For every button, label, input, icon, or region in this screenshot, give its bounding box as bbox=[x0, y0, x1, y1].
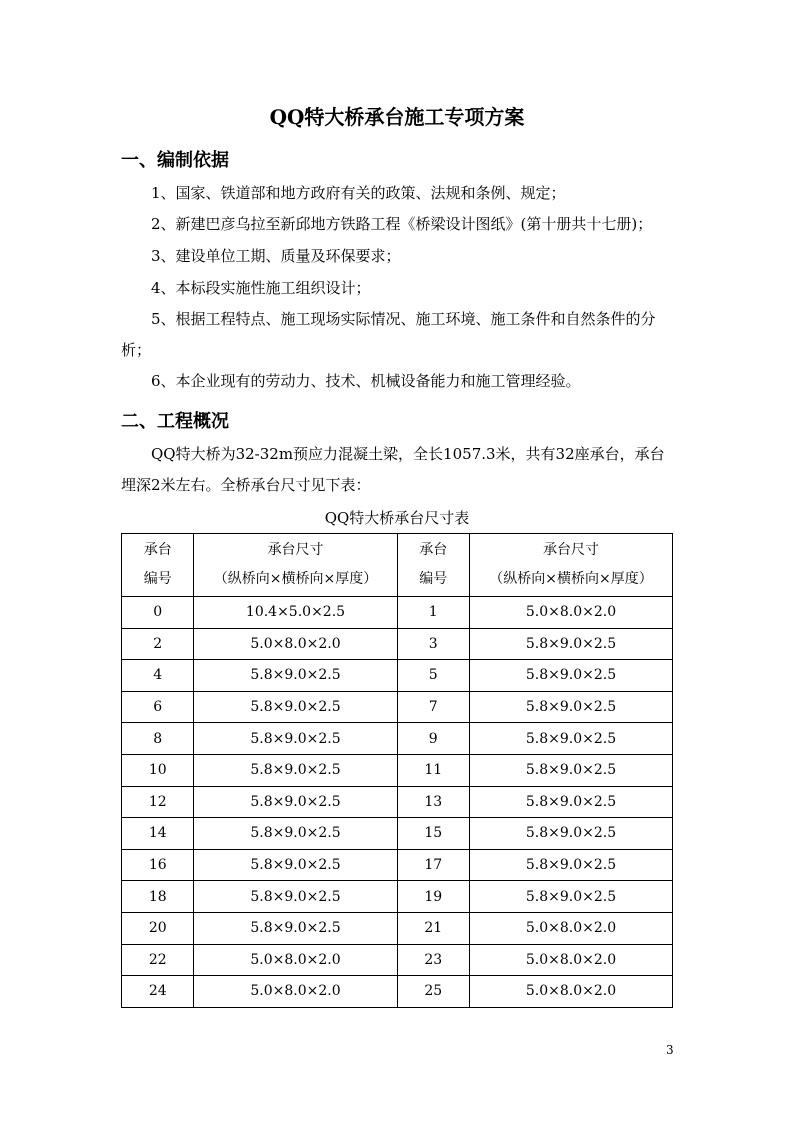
cell-cap-number: 18 bbox=[122, 881, 194, 913]
section-heading-overview: 二、工程概况 bbox=[121, 411, 229, 432]
cell-cap-dimension: 5.8×9.0×2.5 bbox=[470, 628, 673, 660]
cell-cap-number: 14 bbox=[122, 818, 194, 850]
cell-cap-dimension: 5.8×9.0×2.5 bbox=[470, 691, 673, 723]
cell-cap-dimension: 5.8×9.0×2.5 bbox=[194, 881, 397, 913]
cell-cap-dimension: 5.8×9.0×2.5 bbox=[470, 723, 673, 755]
basis-item-1: 1、国家、铁道部和地方政府有关的政策、法规和条例、规定； bbox=[151, 184, 566, 202]
cell-cap-dimension: 5.8×9.0×2.5 bbox=[194, 912, 397, 944]
header-cap-dimension-line2: （纵桥向×横桥向×厚度） bbox=[489, 571, 653, 587]
cell-cap-dimension: 5.0×8.0×2.0 bbox=[470, 976, 673, 1008]
basis-item-4: 4、本标段实施性施工组织设计； bbox=[151, 279, 371, 297]
cell-cap-number: 7 bbox=[397, 691, 469, 723]
table-row bbox=[122, 912, 673, 944]
cell-cap-dimension: 5.8×9.0×2.5 bbox=[470, 786, 673, 818]
cell-cap-number: 19 bbox=[397, 881, 469, 913]
cell-cap-dimension: 5.0×8.0×2.0 bbox=[470, 597, 673, 629]
header-cap-number bbox=[397, 534, 469, 597]
cell-cap-dimension: 5.8×9.0×2.5 bbox=[470, 849, 673, 881]
page-number: 3 bbox=[666, 1043, 674, 1057]
table-caption: QQ特大桥承台尺寸表 bbox=[324, 509, 470, 527]
header-cap-number-line1: 承台 bbox=[143, 542, 172, 558]
table-row bbox=[122, 723, 673, 755]
cell-cap-number: 24 bbox=[122, 976, 194, 1008]
cell-cap-number: 16 bbox=[122, 849, 194, 881]
basis-item-6: 6、本企业现有的劳动力、技术、机械设备能力和施工管理经验。 bbox=[151, 372, 581, 390]
cell-cap-number: 15 bbox=[397, 818, 469, 850]
header-cap-dimension-line1: 承台尺寸 bbox=[543, 542, 599, 558]
cell-cap-dimension: 5.0×8.0×2.0 bbox=[194, 628, 397, 660]
cell-cap-number: 5 bbox=[397, 660, 469, 692]
cell-cap-number: 1 bbox=[397, 597, 469, 629]
cell-cap-dimension: 5.0×8.0×2.0 bbox=[194, 976, 397, 1008]
table-row bbox=[122, 944, 673, 976]
header-cap-dimension bbox=[470, 534, 673, 597]
table-body bbox=[122, 597, 673, 1008]
basis-item-2: 2、新建巴彦乌拉至新邱地方铁路工程《桥梁设计图纸》(第十册共十七册)； bbox=[151, 215, 653, 233]
cell-cap-dimension: 5.8×9.0×2.5 bbox=[470, 754, 673, 786]
table-header-row bbox=[122, 534, 673, 597]
cell-cap-number: 8 bbox=[122, 723, 194, 755]
document-title: QQ特大桥承台施工专项方案 bbox=[269, 105, 525, 129]
header-cap-number-line1: 承台 bbox=[419, 542, 448, 558]
header-cap-dimension-line1: 承台尺寸 bbox=[267, 542, 324, 558]
cell-cap-number: 3 bbox=[397, 628, 469, 660]
cell-cap-dimension: 5.8×9.0×2.5 bbox=[470, 881, 673, 913]
section-heading-basis: 一、编制依据 bbox=[121, 150, 229, 171]
cell-cap-dimension: 5.8×9.0×2.5 bbox=[194, 849, 397, 881]
cell-cap-number: 25 bbox=[397, 976, 469, 1008]
table-row bbox=[122, 849, 673, 881]
cell-cap-dimension: 5.8×9.0×2.5 bbox=[194, 786, 397, 818]
cell-cap-number: 12 bbox=[122, 786, 194, 818]
cell-cap-number: 2 bbox=[122, 628, 194, 660]
cell-cap-dimension: 5.8×9.0×2.5 bbox=[194, 660, 397, 692]
cell-cap-dimension: 5.0×8.0×2.0 bbox=[470, 944, 673, 976]
pile-cap-dimension-table bbox=[121, 533, 673, 1008]
header-cap-dimension-line2: （纵桥向×横桥向×厚度） bbox=[213, 571, 378, 587]
table-row bbox=[122, 754, 673, 786]
cell-cap-dimension: 5.0×8.0×2.0 bbox=[470, 912, 673, 944]
table-row bbox=[122, 691, 673, 723]
header-cap-number bbox=[122, 534, 194, 597]
cell-cap-number: 4 bbox=[122, 660, 194, 692]
cell-cap-number: 23 bbox=[397, 944, 469, 976]
table-row bbox=[122, 786, 673, 818]
cell-cap-dimension: 5.8×9.0×2.5 bbox=[470, 660, 673, 692]
table-row bbox=[122, 628, 673, 660]
cell-cap-number: 21 bbox=[397, 912, 469, 944]
header-cap-number-line2: 编号 bbox=[419, 571, 448, 587]
cell-cap-dimension: 5.8×9.0×2.5 bbox=[194, 691, 397, 723]
table-row bbox=[122, 818, 673, 850]
header-cap-number-line2: 编号 bbox=[143, 571, 172, 587]
cell-cap-number: 13 bbox=[397, 786, 469, 818]
cell-cap-number: 9 bbox=[397, 723, 469, 755]
cell-cap-dimension: 5.8×9.0×2.5 bbox=[470, 818, 673, 850]
cell-cap-dimension: 5.8×9.0×2.5 bbox=[194, 754, 397, 786]
cell-cap-dimension: 10.4×5.0×2.5 bbox=[194, 597, 397, 629]
cell-cap-number: 0 bbox=[122, 597, 194, 629]
cell-cap-number: 22 bbox=[122, 944, 194, 976]
overview-paragraph: QQ特大桥为32-32m预应力混凝土梁，全长1057.3米，共有32座承台，承台埋深2米左右。全桥承台尺寸见下表： bbox=[121, 445, 665, 494]
cell-cap-number: 10 bbox=[122, 754, 194, 786]
cell-cap-dimension: 5.8×9.0×2.5 bbox=[194, 723, 397, 755]
cell-cap-number: 6 bbox=[122, 691, 194, 723]
basis-item-3: 3、建设单位工期、质量及环保要求； bbox=[151, 247, 401, 265]
cell-cap-number: 11 bbox=[397, 754, 469, 786]
basis-item-5: 5、根据工程特点、施工现场实际情况、施工环境、施工条件和自然条件的分析； bbox=[121, 310, 656, 359]
cell-cap-dimension: 5.0×8.0×2.0 bbox=[194, 944, 397, 976]
table-row bbox=[122, 881, 673, 913]
table-row bbox=[122, 976, 673, 1008]
table-row bbox=[122, 660, 673, 692]
cell-cap-dimension: 5.8×9.0×2.5 bbox=[194, 818, 397, 850]
cell-cap-number: 17 bbox=[397, 849, 469, 881]
header-cap-dimension bbox=[194, 534, 397, 597]
table-row bbox=[122, 597, 673, 629]
cell-cap-number: 20 bbox=[122, 912, 194, 944]
